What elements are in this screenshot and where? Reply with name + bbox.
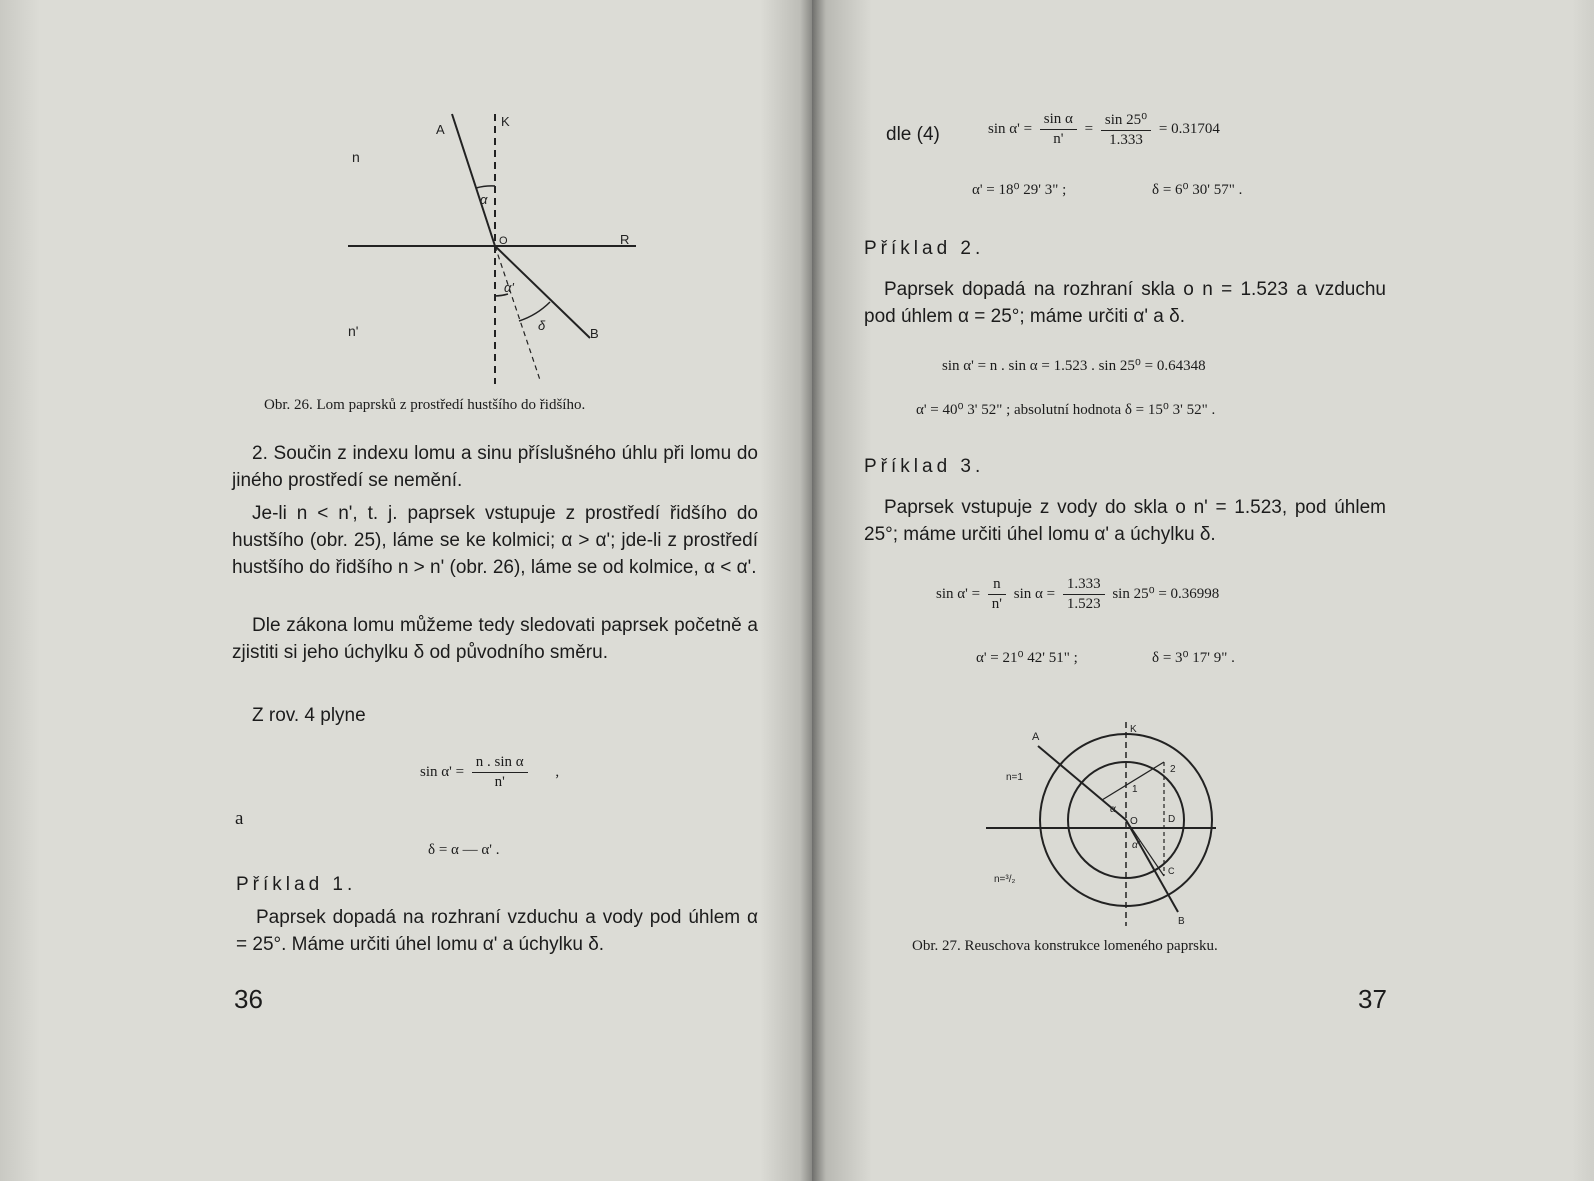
example-2-text: Paprsek dopadá na rozhraní skla o n = 1.523 a vzduchu pod úhlem α = 25°; máme určiti α' a δ.	[864, 279, 1386, 327]
eq3-equals: =	[1084, 120, 1094, 137]
label-alpha: α	[480, 192, 488, 207]
eq3-fraction-2	[1101, 110, 1151, 149]
eq3-fraction-1	[1040, 111, 1077, 148]
eq5-den-2: 1.523	[1066, 596, 1101, 612]
label-alpha-prime: α'	[504, 280, 514, 295]
label-R: R	[620, 232, 630, 247]
eq5-fraction-1	[988, 576, 1006, 613]
example-1-heading: Příklad 1.	[236, 874, 357, 895]
label-n32: n=³/₂	[994, 874, 1016, 885]
alpha-arc	[476, 186, 495, 188]
eq3-lhs: sin α' =	[988, 120, 1033, 137]
label-n-prime: n'	[348, 323, 359, 339]
label-D: D	[1168, 814, 1176, 825]
label-1: 1	[1132, 784, 1138, 795]
equation-2: δ = α — α' .	[428, 842, 500, 858]
label-alpha-prime: α'	[1132, 840, 1140, 851]
example-3-text: Paprsek vstupuje z vody do skla o n' = 1.523, pod úhlem 25°; máme určiti úhel lomu α' a úchylku δ.	[864, 497, 1386, 545]
eq3-delta-result: δ = 6⁰ 30' 57" .	[1152, 182, 1243, 198]
label-B: B	[590, 326, 599, 341]
eq3-den-1: n'	[1053, 131, 1064, 147]
eq5-delta-result: δ = 3⁰ 17' 9" .	[1152, 650, 1235, 666]
a-label: a	[235, 808, 244, 829]
eq1-denominator: n'	[494, 774, 505, 790]
figure-27-caption: Obr. 27. Reuschova konstrukce lomeného paprsku.	[912, 938, 1218, 954]
example-3-heading: Příklad 3.	[864, 456, 985, 477]
label-delta: δ	[538, 318, 546, 333]
equation-4: sin α' = n . sin α = 1.523 . sin 25⁰ = 0.64348	[942, 358, 1206, 374]
label-n1: n=1	[1006, 772, 1023, 783]
label-A: A	[1032, 731, 1040, 743]
label-alpha: α	[1110, 804, 1116, 815]
page-number-left: 36	[234, 984, 263, 1014]
figure-27	[982, 716, 1222, 936]
equation-5	[936, 576, 1219, 613]
eq1-numerator: n . sin α	[472, 754, 528, 773]
paragraph-4: Z rov. 4 plyne	[252, 705, 366, 726]
label-K: K	[1130, 724, 1137, 735]
eq3-den-2: 1.333	[1109, 132, 1143, 148]
eq5-tail: sin 25⁰ = 0.36998	[1112, 585, 1220, 602]
label-A: A	[436, 122, 445, 137]
figure-26-caption: Obr. 26. Lom paprsků z prostředí hustšího do řidšího.	[264, 397, 586, 413]
eq3-alpha-result: α' = 18⁰ 29' 3" ;	[972, 182, 1067, 198]
eq5-lhs: sin α' =	[936, 585, 981, 602]
equation-4-result: α' = 40⁰ 3' 52" ; absolutní hodnota δ = 15⁰ 3' 52" .	[916, 402, 1216, 418]
extension-line	[495, 246, 540, 380]
dle-label: dle (4)	[886, 124, 940, 145]
delta-arc	[519, 302, 550, 321]
label-B: B	[1178, 916, 1185, 927]
label-K: K	[501, 114, 510, 129]
eq3-num-2: sin 25⁰	[1101, 110, 1151, 131]
label-n: n	[352, 149, 360, 165]
eq1-fraction	[472, 754, 528, 791]
figure-26	[340, 100, 640, 390]
example-2-heading: Příklad 2.	[864, 238, 985, 259]
page-number-right: 37	[1358, 984, 1387, 1014]
eq3-result: = 0.31704	[1158, 120, 1220, 137]
eq1-tail: ,	[555, 763, 560, 780]
paragraph-1: 2. Součin z indexu lomu a sinu příslušného úhlu při lomu do jiného prostředí se nemění.	[232, 443, 758, 491]
paragraph-3: Dle zákona lomu můžeme tedy sledovati paprsek početně a zjistiti si jeho úchylku δ od původního směru.	[232, 615, 758, 663]
paragraph-2: Je-li n < n', t. j. paprsek vstupuje z prostředí řidšího do hustšího (obr. 25), láme se ke kolmici; α > α'; jde-li z prostředí hustšího do řidšího n > n' (obr. 26), láme se od kolmice, α < α'.	[232, 503, 758, 578]
right-page	[812, 0, 1594, 1181]
incident-ray	[452, 114, 495, 246]
label-C: C	[1168, 866, 1175, 876]
eq5-fraction-2	[1063, 576, 1105, 613]
eq5-mid: sin α =	[1013, 585, 1056, 602]
eq5-num-2: 1.333	[1063, 576, 1105, 595]
example-1-text: Paprsek dopadá na rozhraní vzduchu a vody pod úhlem α = 25°. Máme určiti úhel lomu α' a úchylku δ.	[236, 907, 758, 955]
eq5-den-1: n'	[991, 596, 1002, 612]
label-O: O	[1130, 816, 1138, 827]
label-O: O	[499, 235, 508, 247]
equation-1	[420, 754, 559, 791]
eq5-alpha-result: α' = 21⁰ 42' 51" ;	[976, 650, 1078, 666]
eq5-num-1: n	[988, 576, 1006, 595]
label-2: 2	[1170, 764, 1176, 775]
eq3-num-1: sin α	[1040, 111, 1077, 130]
equation-3	[988, 110, 1220, 149]
eq1-lhs: sin α' =	[420, 763, 465, 780]
